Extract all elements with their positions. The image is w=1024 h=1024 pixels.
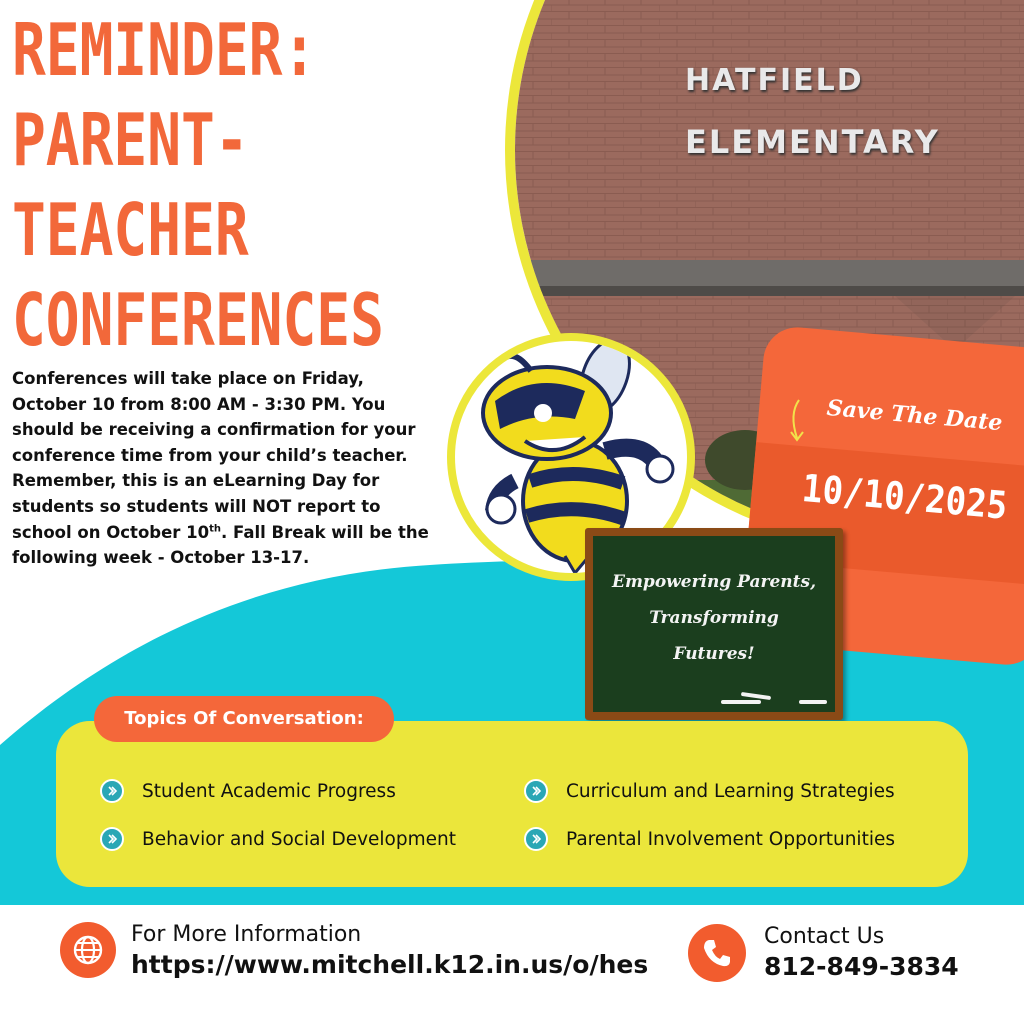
heading-line-1: REMINDER:	[12, 8, 317, 92]
chalkboard-line-1: Empowering Parents,	[611, 572, 817, 592]
chalk-piece	[721, 700, 761, 704]
chalkboard	[585, 528, 843, 720]
heading-line-3: TEACHER	[12, 188, 249, 272]
chalkboard-line-2: Transforming	[649, 608, 779, 628]
intro-paragraph	[12, 366, 442, 571]
chevron-right-icon	[524, 827, 548, 851]
contact-label: Contact Us	[764, 924, 885, 949]
save-the-date-label: Save The Date	[825, 395, 1004, 437]
topic-item	[100, 779, 396, 803]
sign-line-hatfield: HATFIELD	[685, 63, 864, 98]
topic-label: Student Academic Progress	[142, 780, 396, 802]
more-info-url[interactable]: https://www.mitchell.k12.in.us/o/hes	[131, 950, 649, 979]
intro-superscript: th	[209, 523, 222, 535]
chalk-piece	[799, 700, 827, 704]
intro-text-1: Conferences will take place on Friday, October 10 from 8:00 AM - 3:30 PM. You should be receiving a confirmation for your conference time from your child’s teacher. Remember, this is an eLearning Day for students so students will NOT report to school on October 10	[12, 369, 416, 542]
phone-icon	[688, 924, 746, 982]
chevron-right-icon	[100, 827, 124, 851]
chevron-right-icon	[100, 779, 124, 803]
curved-arrow-icon	[785, 398, 809, 448]
topic-item	[524, 779, 895, 803]
topic-label: Behavior and Social Development	[142, 828, 456, 850]
chevron-right-icon	[524, 779, 548, 803]
topics-panel	[56, 721, 968, 887]
topic-item	[100, 827, 456, 851]
save-the-date-value: 10/10/2025	[800, 466, 1010, 528]
chalkboard-line-3: Futures!	[673, 644, 755, 664]
sign-line-elementary: ELEMENTARY	[685, 123, 940, 161]
topic-label: Parental Involvement Opportunities	[566, 828, 895, 850]
topic-item	[524, 827, 895, 851]
more-info-label: For More Information	[131, 922, 362, 947]
heading-line-2: PARENT-	[12, 98, 249, 182]
globe-icon	[60, 922, 116, 978]
contact-phone[interactable]: 812-849-3834	[764, 952, 959, 981]
topic-label: Curriculum and Learning Strategies	[566, 780, 895, 802]
intro-text-2: . Fall Break will be the following week - October 13-17.	[12, 522, 429, 568]
topics-title: Topics Of Conversation:	[94, 696, 394, 742]
footer	[0, 905, 1024, 1024]
heading-line-4: CONFERENCES	[12, 278, 384, 362]
